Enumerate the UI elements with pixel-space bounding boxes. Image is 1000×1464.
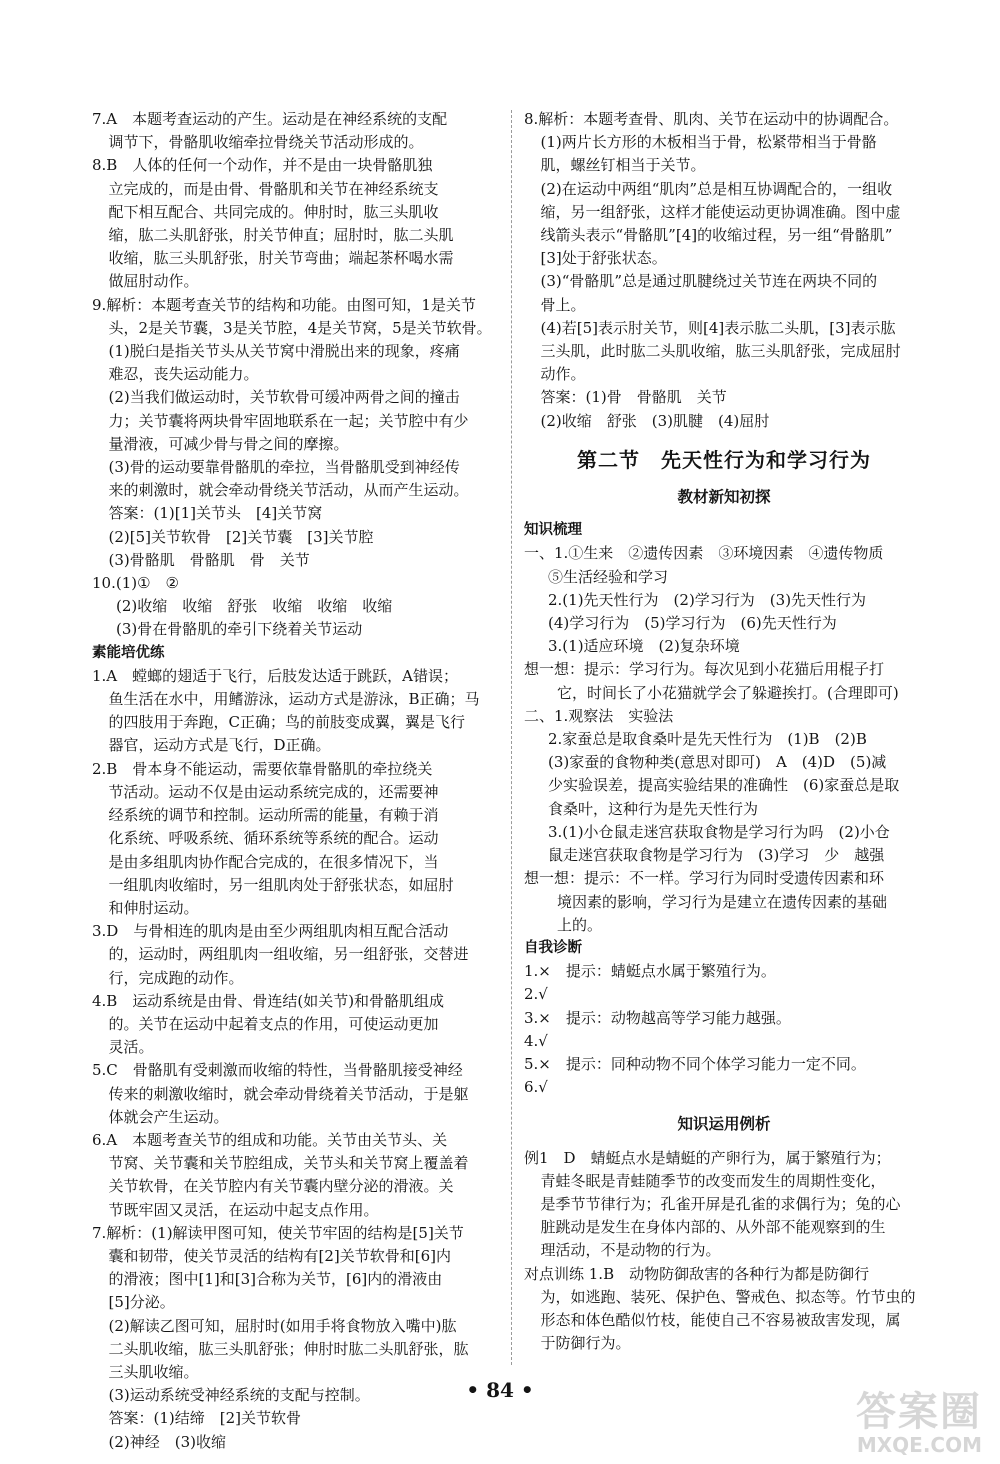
text-line: 动作。	[540, 365, 586, 384]
text-line: 肌，螺丝钉相当于关节。	[540, 156, 706, 175]
text-line: (2)解读乙图可知，屈肘时(如用手将食物放入嘴中)肱	[108, 1316, 457, 1335]
text-line: 的滑液；图中[1]和[3]合称为关节，[6]内的滑液由	[108, 1270, 443, 1289]
text-line: 的。关节在运动中起着支点的作用，可使运动更加	[108, 1014, 439, 1033]
text-line: 3.× 提示：动物越高等学习能力越强。	[524, 1008, 791, 1027]
text-line: 传来的刺激收缩时，就会牵动骨绕着关节活动，于是躯	[108, 1084, 469, 1103]
text-line: 答案：(1)骨 骨骼肌 关节	[540, 388, 727, 407]
text-line: 关节软骨，在关节腔内有关节囊内壁分泌的滑液。关	[108, 1177, 454, 1196]
watermark-top-text: 答案圈	[856, 1389, 982, 1435]
text-line: 缩，肱二头肌舒张，肘关节伸直；屈肘时，肱二头肌	[108, 226, 454, 245]
text-line: 三头肌收缩。	[108, 1362, 199, 1381]
text-line: [5]分泌。	[108, 1293, 175, 1312]
text-line: 3.(1)小仓鼠走迷宫获取食物是学习行为吗 (2)小仓	[548, 822, 890, 841]
text-line: 2.(1)先天性行为 (2)学习行为 (3)先天性行为	[548, 590, 867, 609]
text-line: (4)若[5]表示肘关节，则[4]表示肱二头肌，[3]表示肱	[540, 318, 896, 337]
text-line: 力；关节囊将两块骨牢固地联系在一起；关节腔中有少	[108, 411, 469, 430]
section-title: 第二节 先天性行为和学习行为	[577, 447, 871, 472]
text-line: 立完成的，而是由骨、骨骼肌和关节在神经系统支	[108, 179, 439, 198]
text-line: 6.√	[524, 1078, 548, 1097]
text-line: 一组肌肉收缩时，另一组肌肉处于舒张状态，如屈肘	[108, 875, 454, 894]
text-line: 为，如逃跑、装死、保护色、警戒色、拟态等。竹节虫的	[540, 1287, 916, 1306]
text-line: 的四肢用于奔跑，C正确；鸟的前肢变成翼，翼是飞行	[108, 713, 465, 732]
text-line: (2)神经 (3)收缩	[108, 1432, 226, 1451]
text-line: 体就会产生运动。	[108, 1107, 229, 1126]
text-line: [3]处于舒张状态。	[540, 249, 667, 268]
text-line: 一、1.①生来 ②遗传因素 ③环境因素 ④遗传物质	[524, 544, 884, 563]
text-line: 青蛙冬眠是青蛙随季节的改变而发生的周期性变化，	[540, 1171, 886, 1190]
text-line: 的，运动时，两组肌肉一组收缩，另一组舒张，交替进	[108, 945, 469, 964]
text-line: 缩，另一组舒张，这样才能使运动更协调准确。图中虚	[540, 202, 901, 221]
text-line: 9.解析：本题考查关节的结构和功能。由图可知，1是关节	[92, 295, 476, 314]
text-line: 它，时间长了小花猫就学会了躲避挨打。(合理即可)	[557, 683, 899, 702]
text-line: 境因素的影响，学习行为是建立在遗传因素的基础	[557, 892, 888, 911]
text-line: (3)家蚕的食物种类(意思对即可) A (4)D (5)减	[548, 753, 887, 772]
text-line: (1)脱臼是指关节头从关节窝中滑脱出来的现象，疼痛	[108, 342, 460, 361]
text-line: 三头肌，此时肱二头肌收缩，肱三头肌舒张，完成屈肘	[540, 342, 901, 361]
text-line: 上的。	[557, 915, 603, 934]
text-line: 调节下，骨骼肌收缩牵拉骨绕关节活动形成的。	[108, 133, 424, 152]
text-line: 是季节节律行为；孔雀开屏是孔雀的求偶行为；兔的心	[540, 1194, 901, 1213]
text-line: 来的刺激时，就会牵动骨绕关节活动，从而产生运动。	[108, 481, 469, 500]
text-line: (1)两片长方形的木板相当于骨，松紧带相当于骨骼	[540, 133, 877, 152]
text-line: 食桑叶，这种行为是先天性行为	[548, 799, 759, 818]
text-line: 和伸肘运动。	[108, 898, 199, 917]
text-line: 理活动，不是动物的行为。	[540, 1241, 721, 1260]
text-line: 器官，运动方式是飞行，D正确。	[108, 736, 331, 755]
text-line: 节窝、关节囊和关节腔组成，关节头和关节窝上覆盖着	[108, 1154, 469, 1173]
text-line: 骨上。	[540, 295, 586, 314]
text-line: 4.B 运动系统是由骨、骨连结(如关节)和骨骼肌组成	[92, 991, 445, 1010]
text-line: 形态和体色酷似竹枝，能使自己不容易被敌害发现，属	[540, 1310, 901, 1329]
text-line: (2)收缩 收缩 舒张 收缩 收缩 收缩	[116, 597, 393, 616]
text-line: 2.家蚕总是取食桑叶是先天性行为 (1)B (2)B	[548, 730, 867, 749]
text-line: 配下相互配合、共同完成的。伸肘时，肱三头肌收	[108, 202, 439, 221]
column-divider	[511, 110, 512, 1365]
text-line: (3)骨在骨骼肌的牵引下绕着关节运动	[116, 620, 363, 639]
text-line: 知识梳理	[524, 522, 582, 539]
text-line: 1.A 螳螂的翅适于飞行，后肢发达适于跳跃，A错误；	[92, 666, 458, 685]
text-line: (3)“骨骼肌”总是通过肌腱绕过关节连在两块不同的	[540, 272, 878, 291]
text-line: 二、1.观察法 实验法	[524, 706, 674, 725]
text-line: 囊和韧带，使关节灵活的结构有[2]关节软骨和[6]内	[108, 1246, 451, 1265]
text-line: 收缩，肱三头肌舒张，肘关节弯曲；端起茶杯喝水需	[108, 249, 454, 268]
text-line: 3.D 与骨相连的肌肉是由至少两组肌肉相互配合活动	[92, 922, 449, 941]
text-line: 难忍，丧失运动能力。	[108, 365, 259, 384]
text-line: 少实验误差，提高实验结果的准确性 (6)家蚕总是取	[548, 776, 900, 795]
text-line: 5.C 骨骼肌有受刺激而收缩的特性，当骨骼肌接受神经	[92, 1061, 463, 1080]
text-line: 8.解析：本题考查骨、肌肉、关节在运动中的协调配合。	[524, 110, 899, 128]
knowledge-summary-block	[524, 519, 924, 1099]
text-line: 3.(1)适应环境 (2)复杂环境	[548, 637, 740, 656]
text-line: 经系统的调节和控制。运动所需的能量，有赖于消	[108, 806, 439, 825]
text-line: (3)骨的运动要靠骨骼肌的牵拉，当骨骼肌受到神经传	[108, 458, 460, 477]
text-line: 素能培优练	[92, 644, 165, 661]
text-line: 鼠走迷宫获取食物是学习行为 (3)学习 少 越强	[548, 846, 885, 865]
text-line: 脏跳动是发生在身体内部的、从外部不能观察到的生	[540, 1218, 886, 1237]
text-line: 例1 D 蜻蜓点水是蜻蜓的产卵行为，属于繁殖行为；	[524, 1148, 891, 1167]
text-line: (2)在运动中两组“肌肉”总是相互协调配合的，一组收	[540, 179, 893, 198]
text-line: 自我诊断	[524, 939, 582, 956]
text-line: ⑤生活经验和学习	[548, 567, 669, 586]
text-line: 对点训练 1.B 动物防御敌害的各种行为都是防御行	[524, 1264, 870, 1283]
text-line: 1.× 提示：蜻蜓点水属于繁殖行为。	[524, 962, 776, 981]
text-line: 10.(1)① ②	[92, 574, 179, 593]
left-column	[92, 108, 500, 1454]
text-line: (2)收缩 舒张 (3)肌腱 (4)屈肘	[540, 411, 770, 430]
right-column	[524, 108, 924, 1355]
text-line: 7.解析：(1)解读甲图可知，使关节牢固的结构是[5]关节	[92, 1223, 464, 1242]
text-line: (2)当我们做运动时，关节软骨可缓冲两骨之间的撞击	[108, 388, 460, 407]
text-line: 6.A 本题考查关节的组成和功能。关节由关节头、关	[92, 1130, 448, 1149]
subsection-title-application: 知识运用例析	[677, 1115, 771, 1134]
text-line: 灵活。	[108, 1038, 154, 1057]
page-number: • 84 •	[466, 1378, 534, 1402]
text-line: 2.B 骨本身不能运动，需要依靠骨骼肌的牵拉绕关	[92, 759, 433, 778]
text-line: 二头肌收缩，肱三头肌舒张；伸肘时肱二头肌舒张，肱	[108, 1339, 469, 1358]
text-line: 节既牢固又灵活，在运动中起支点作用。	[108, 1200, 379, 1219]
watermark-logo	[792, 1390, 982, 1456]
text-line: 做屈肘动作。	[108, 272, 199, 291]
watermark-bottom-text: MXQE.COM	[856, 1433, 982, 1457]
text-line: 是由多组肌肉协作配合完成的，在很多情况下，当	[108, 852, 439, 871]
text-line: 8.B 人体的任何一个动作，并不是由一块骨骼肌独	[92, 156, 433, 175]
text-line: 4.√	[524, 1031, 548, 1050]
text-line: (4)学习行为 (5)学习行为 (6)先天性行为	[548, 614, 837, 633]
text-line: 量滑液，可减少骨与骨之间的摩擦。	[108, 434, 349, 453]
example-block	[524, 1147, 924, 1356]
text-line: 于防御行为。	[540, 1334, 631, 1353]
text-line: 7.A 本题考查运动的产生。运动是在神经系统的支配	[92, 110, 448, 128]
text-line: 鱼生活在水中，用鳍游泳，运动方式是游泳，B正确；马	[108, 690, 480, 709]
text-line: 想一想：提示：不一样。学习行为同时受遗传因素和环	[524, 869, 885, 888]
answer-block-8	[524, 108, 924, 433]
text-line: 头，2是关节囊，3是关节腔，4是关节窝，5是关节软骨。	[108, 318, 492, 337]
text-line: (2)[5]关节软骨 [2]关节囊 [3]关节腔	[108, 527, 374, 546]
text-line: 节活动。运动不仅是由运动系统完成的，还需要神	[108, 782, 439, 801]
text-line: 化系统、呼吸系统、循环系统等系统的配合。运动	[108, 829, 439, 848]
text-line: 答案：(1)[1]关节头 [4]关节窝	[108, 504, 323, 523]
text-line: 想一想：提示：学习行为。每次见到小花猫后用棍子打	[524, 660, 885, 679]
text-line: 5.× 提示：同种动物不同个体学习能力一定不同。	[524, 1054, 866, 1073]
text-line: (3)骨骼肌 骨骼肌 骨 关节	[108, 550, 310, 569]
text-line: 答案：(1)结缔 [2]关节软骨	[108, 1409, 301, 1428]
text-line: (3)运动系统受神经系统的支配与控制。	[108, 1386, 370, 1405]
text-line: 行，完成跑的动作。	[108, 968, 244, 987]
subsection-title-textbook: 教材新知初探	[677, 488, 771, 507]
text-line: 线箭头表示“骨骼肌”[4]的收缩过程，另一组“骨骼肌”	[540, 226, 893, 245]
text-line: 2.√	[524, 985, 548, 1004]
